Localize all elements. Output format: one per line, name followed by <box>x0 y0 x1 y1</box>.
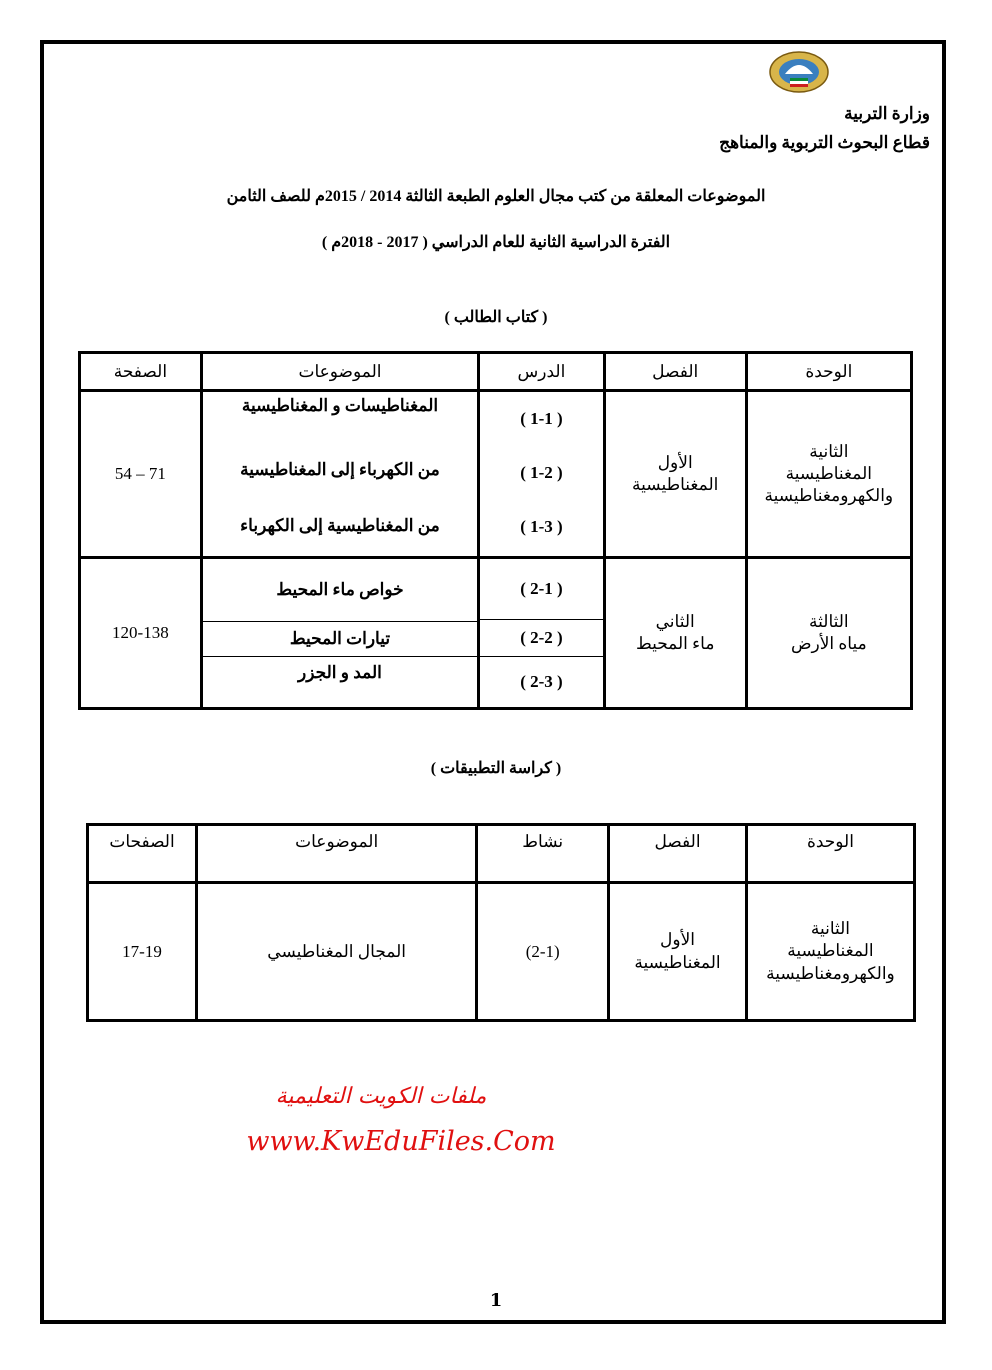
lesson-item: ( 1-2 ) <box>520 463 563 482</box>
lessons-cell <box>479 558 605 709</box>
topics-cell <box>201 558 478 709</box>
lesson-item: ( 2-2 ) <box>480 619 603 656</box>
table-header-row <box>80 353 912 391</box>
page-number: 1 <box>489 1290 503 1311</box>
col-topics: الموضوعات <box>201 353 478 391</box>
lesson-item: ( 1-3 ) <box>520 517 563 536</box>
topics-cell <box>201 391 478 558</box>
chapter-cell: الثاني ماء المحيط <box>604 558 746 709</box>
topic-item: خواص ماء المحيط <box>276 580 404 599</box>
col-chapter: الفصل <box>609 825 747 883</box>
topic-item: المغناطيسات و المغناطيسية <box>241 396 439 415</box>
ministry-name: وزارة التربية <box>844 104 930 123</box>
lesson-item: ( 2-1 ) <box>520 579 563 598</box>
page-cell: 120-138 <box>80 558 202 709</box>
col-chapter: الفصل <box>604 353 746 391</box>
col-page: الصفحة <box>80 353 202 391</box>
unit-cell: الثانية المغناطيسية والكهرومغناطيسية <box>746 883 914 1021</box>
student-book-table <box>78 351 913 710</box>
kuwait-emblem <box>768 50 830 94</box>
col-topics: الموضوعات <box>197 825 477 883</box>
topic-item: من الكهرباء إلى المغناطيسية <box>240 460 440 479</box>
watermark-arabic: ملفات الكويت التعليمية <box>275 1084 487 1109</box>
sector-name: قطاع البحوث التربوية والمناهج <box>719 133 930 152</box>
col-lesson: الدرس <box>479 353 605 391</box>
col-unit: الوحدة <box>746 825 914 883</box>
student-book-heading: ( كتاب الطالب ) <box>444 309 548 326</box>
chapter-cell: الأول المغناطيسية <box>604 391 746 558</box>
lesson-item: ( 1-1 ) <box>520 409 563 428</box>
col-activity: نشاط <box>477 825 609 883</box>
document-title: الموضوعات المعلقة من كتب مجال العلوم الطبعة الثالثة 2014 / 2015م للصف الثامن <box>226 188 766 205</box>
table-header-row <box>88 825 915 883</box>
lessons-cell <box>479 391 605 558</box>
topic-item: المد و الجزر <box>203 656 477 703</box>
pages-cell: 17-19 <box>88 883 197 1021</box>
unit-cell: الثالثة مياه الأرض <box>746 558 911 709</box>
col-unit: الوحدة <box>746 353 911 391</box>
table-row <box>88 883 915 1021</box>
table-row <box>80 391 912 558</box>
topic-item: تيارات المحيط <box>203 621 477 656</box>
col-pages: الصفحات <box>88 825 197 883</box>
unit-cell: الثانية المغناطيسية والكهرومغناطيسية <box>746 391 911 558</box>
activity-cell: (2-1) <box>477 883 609 1021</box>
watermark-url: www.KwEduFiles.Com <box>246 1126 556 1157</box>
workbook-table <box>86 823 916 1022</box>
lesson-item: ( 2-3 ) <box>480 656 603 707</box>
topic-item: من المغناطيسية إلى الكهرباء <box>240 516 440 535</box>
table-row <box>80 558 912 709</box>
topic-cell: المجال المغناطيسي <box>197 883 477 1021</box>
page-cell: 54 – 71 <box>80 391 202 558</box>
workbook-heading: ( كراسة التطبيقات ) <box>430 760 562 777</box>
document-subtitle: الفترة الدراسية الثانية للعام الدراسي ( 2017 - 2018م ) <box>321 234 671 251</box>
chapter-cell: الأول المغناطيسية <box>609 883 747 1021</box>
